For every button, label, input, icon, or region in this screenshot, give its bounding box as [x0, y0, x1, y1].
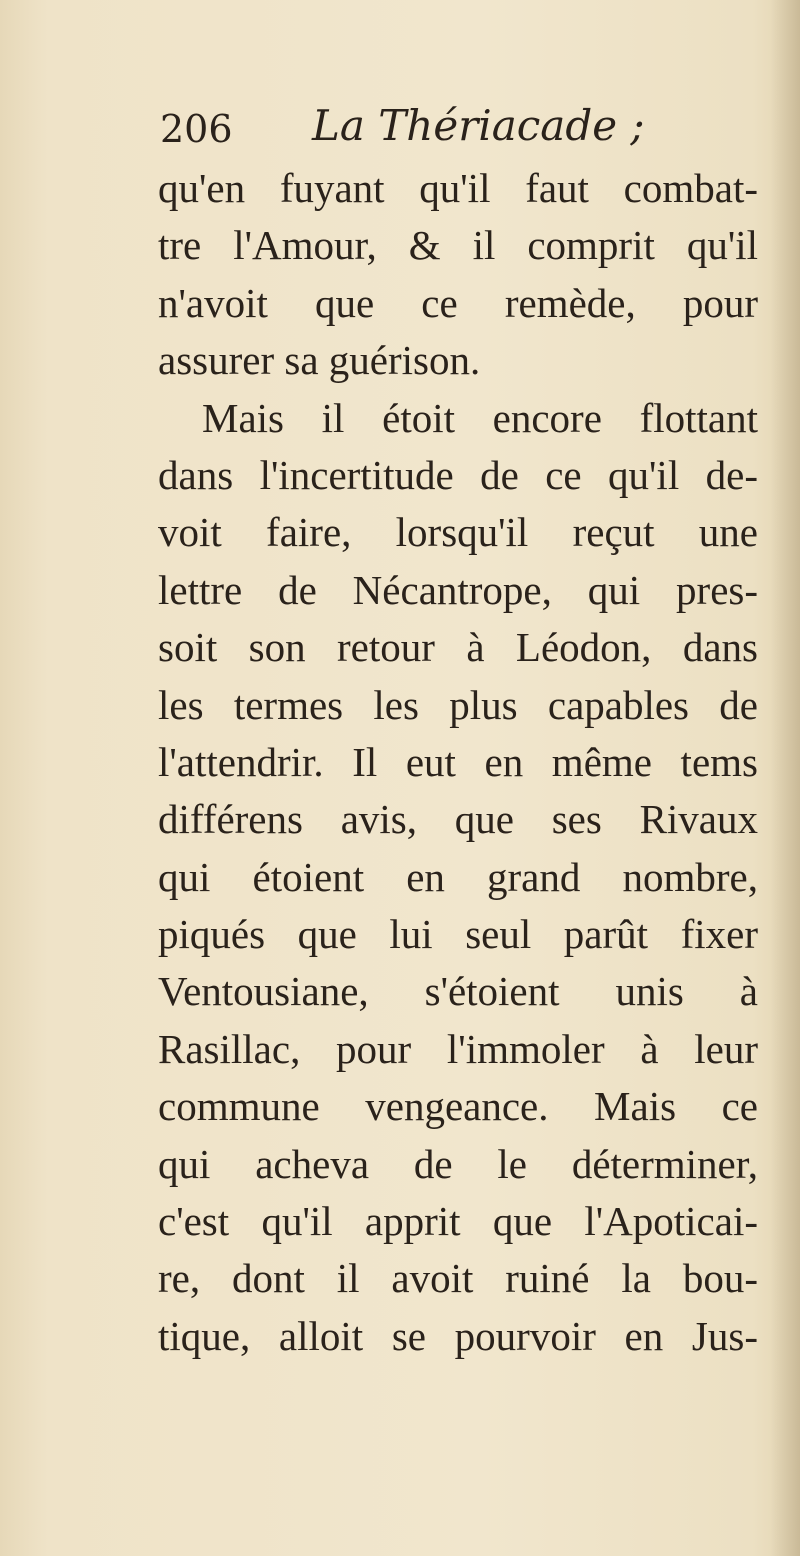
text-line: tre l'Amour, & il comprit qu'il	[158, 222, 758, 269]
text-line: c'est qu'il apprit que l'Apoticai-	[158, 1198, 758, 1245]
text-line: Rasillac, pour l'immoler à leur	[158, 1025, 758, 1072]
text-line: voit faire, lorsqu'il reçut une	[158, 509, 758, 556]
text-line: Ventousiane, s'étoient unis à	[158, 968, 758, 1015]
body-text	[158, 160, 758, 1365]
text-line: re, dont il avoit ruiné la bou-	[158, 1255, 758, 1302]
text-line: l'attendrir. Il eut en même tems	[158, 738, 758, 785]
text-line: commune vengeance. Mais ce	[158, 1083, 758, 1130]
text-line: qui acheva de le déterminer,	[158, 1140, 758, 1187]
text-line: qu'en fuyant qu'il faut combat-	[158, 165, 758, 211]
running-title: La Thériacade ;	[312, 101, 645, 150]
text-line: soit son retour à Léodon, dans	[158, 624, 758, 671]
page-number: 206	[160, 107, 233, 151]
text-line: n'avoit que ce remède, pour	[158, 279, 758, 326]
text-line: lettre de Nécantrope, qui pres-	[158, 566, 758, 613]
text-line: différens avis, que ses Rivaux	[158, 796, 758, 843]
page-edge-shadow	[770, 0, 800, 1556]
text-line: piqués que lui seul parût fixer	[158, 911, 758, 958]
text-line: qui étoient en grand nombre,	[158, 853, 758, 900]
text-line: tique, alloit se pourvoir en Jus-	[158, 1312, 758, 1359]
text-line: assurer sa guérison.	[158, 337, 481, 384]
text-line: Mais il étoit encore flottant	[202, 394, 758, 441]
page-header	[160, 100, 720, 158]
text-line: dans l'incertitude de ce qu'il de-	[158, 451, 758, 498]
text-line: les termes les plus capables de	[158, 681, 758, 728]
